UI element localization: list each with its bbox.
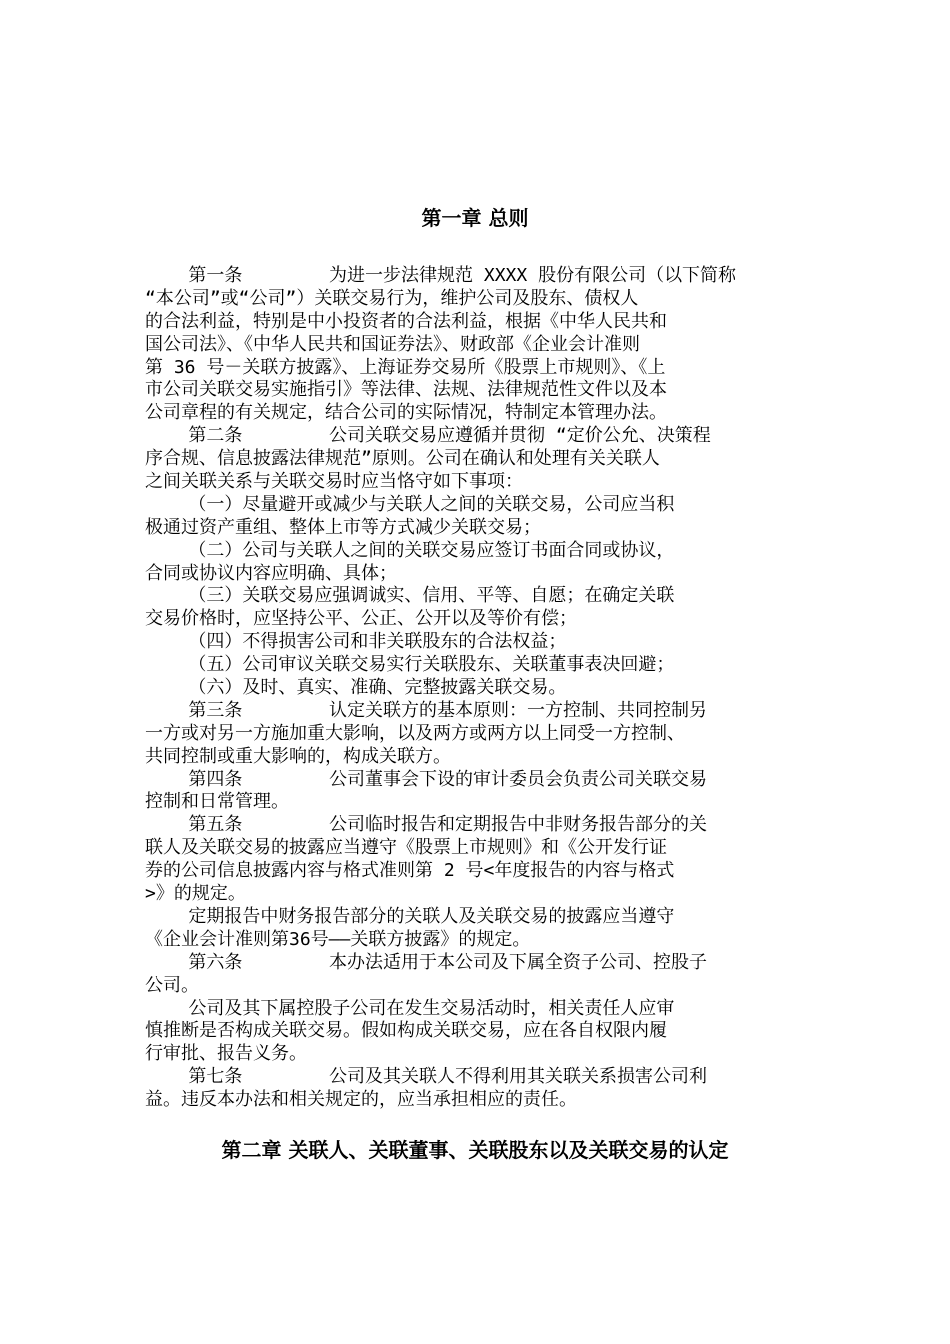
body-line: 公司及其下属控股子公司在发生交易活动时，相关责任人应审 <box>145 997 675 1019</box>
body-line: 第二条 公司关联交易应遵循并贯彻 “定价公允、决策程 <box>145 425 711 447</box>
body-line: 联人及关联交易的披露应当遵守《股票上市规则》和《公开发行证 <box>145 837 667 859</box>
body-line: 国公司法》、《中华人民共和国证券法》、财政部《企业会计准则 <box>145 333 640 355</box>
body-line: “本公司”或“公司”）关联交易行为，维护公司及股东、债权人 <box>145 287 639 309</box>
body-line: 第四条 公司董事会下设的审计委员会负责公司关联交易 <box>145 768 708 790</box>
body-line: 第三条 认定关联方的基本原则：一方控制、共同控制另 <box>145 699 708 721</box>
body-line: 公司章程的有关规定，结合公司的实际情况，特制定本管理办法。 <box>145 402 667 424</box>
body-line: 行审批、报告义务。 <box>145 1043 307 1065</box>
body-line: 极通过资产重组、整体上市等方式减少关联交易； <box>145 516 541 538</box>
body-line: 益。违反本办法和相关规定的，应当承担相应的责任。 <box>145 1089 577 1111</box>
body-line: （二）公司与关联人之间的关联交易应签订书面合同或协议， <box>145 539 675 561</box>
body-line: 第 36 号－关联方披露》、上海证券交易所《股票上市规则》、《上 <box>145 356 666 378</box>
body-line: 券的公司信息披露内容与格式准则第 2 号<年度报告的内容与格式 <box>145 860 675 882</box>
body-line: 控制和日常管理。 <box>145 791 289 813</box>
body-line: >》的规定。 <box>145 883 246 905</box>
body-line: （一）尽量避开或减少与关联人之间的关联交易，公司应当积 <box>145 493 675 515</box>
body-line: 定期报告中财务报告部分的关联人及关联交易的披露应当遵守 <box>145 905 675 927</box>
body-line: 一方或对另一方施加重大影响，以及两方或两方以上同受一方控制、 <box>145 722 685 744</box>
body-line: 慎推断是否构成关联交易。假如构成关联交易，应在各自权限内履 <box>145 1020 667 1042</box>
body-line: 《企业会计准则第36号——关联方披露》的规定。 <box>145 928 531 950</box>
body-line: 第七条 公司及其关联人不得利用其关联关系损害公司利 <box>145 1066 708 1088</box>
chapter-1-body <box>145 265 815 1112</box>
body-line: （三）关联交易应强调诚实、信用、平等、自愿；在确定关联 <box>145 585 675 607</box>
body-line: 第六条 本办法适用于本公司及下属全资子公司、控股子 <box>145 951 708 973</box>
body-line: （四）不得损害公司和非关联股东的合法权益； <box>145 631 567 653</box>
body-line: （六）及时、真实、准确、完整披露关联交易。 <box>145 677 567 699</box>
body-line: 之间关联关系与关联交易时应当恪守如下事项： <box>145 471 523 493</box>
chapter-2-title: 第二章 关联人、关联董事、关联股东以及关联交易的认定 <box>221 1138 729 1162</box>
body-line: 交易价格时，应坚持公平、公正、公开以及等价有偿； <box>145 608 577 630</box>
body-line: 共同控制或重大影响的，构成关联方。 <box>145 745 451 767</box>
body-line: 第五条 公司临时报告和定期报告中非财务报告部分的关 <box>145 814 708 836</box>
body-line: 第一条 为进一步法律规范 XXXX 股份有限公司（以下简称 <box>145 265 737 286</box>
body-line: 市公司关联交易实施指引》等法律、法规、法律规范性文件以及本 <box>145 379 667 401</box>
body-line: （五）公司审议关联交易实行关联股东、关联董事表决回避； <box>145 654 675 676</box>
body-line: 的合法利益，特别是中小投资者的合法利益，根据《中华人民共和 <box>145 310 667 332</box>
body-line: 公司。 <box>145 974 199 996</box>
body-line: 序合规、信息披露法律规范”原则。公司在确认和处理有关关联人 <box>145 448 660 470</box>
body-line: 合同或协议内容应明确、具体； <box>145 562 397 584</box>
chapter-1-title: 第一章 总则 <box>421 206 529 230</box>
